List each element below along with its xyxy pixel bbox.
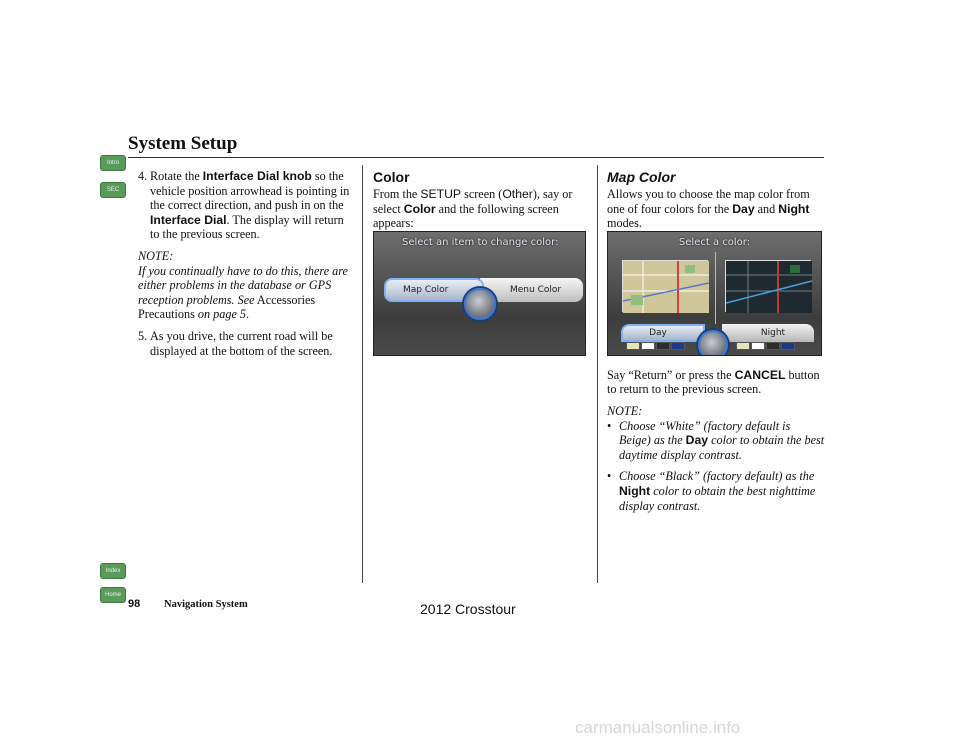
- map-color-intro: [607, 187, 825, 231]
- para-text: ), say or select: [373, 187, 573, 216]
- day-map-icon: [623, 261, 709, 313]
- color-intro: [373, 187, 587, 231]
- column-1: [138, 169, 356, 365]
- night-label: Night: [760, 328, 786, 338]
- tab-intro[interactable]: Intro: [100, 155, 126, 171]
- para-text: and: [754, 201, 779, 216]
- setup-term: SETUP: [420, 187, 462, 201]
- column-divider: [597, 165, 598, 583]
- note-link[interactable]: Accessories Precautions: [138, 292, 316, 322]
- step-text: As you drive, the current road will be displayed at the bottom of the screen.: [150, 328, 333, 358]
- tab-sec[interactable]: SEC: [100, 182, 126, 198]
- page-number: 98: [128, 598, 141, 610]
- interface-dial-knob-icon: [464, 288, 496, 320]
- para-text: Say “Return” or press the: [607, 367, 735, 382]
- menu-color-button[interactable]: [480, 278, 583, 302]
- note-text: If you continually have to do this, there are either problems in the database or GPS reception problems. See: [138, 263, 348, 307]
- note-bullet: [607, 419, 825, 463]
- note-label: NOTE:: [607, 403, 643, 418]
- column-divider: [362, 165, 363, 583]
- night-map-preview: [725, 260, 811, 312]
- screen-title: Select an item to change color:: [402, 237, 559, 248]
- header-rule: [128, 157, 824, 158]
- bullet-text: color to obtain the best nighttime display contrast.: [619, 483, 816, 513]
- night-button[interactable]: [722, 324, 814, 342]
- section-heading-color: Color: [373, 169, 410, 185]
- para-text: Allows you to choose the map color from one of four colors for the: [607, 187, 810, 216]
- watermark: carmanualsonline.info: [575, 718, 741, 737]
- map-color-screen-image: [607, 231, 822, 356]
- column-2: [373, 169, 587, 238]
- night-term: Night: [778, 201, 810, 216]
- step-text: so the vehicle position arrowhead is pointing in the correct direction, and push in on the: [150, 169, 350, 213]
- step-text: Rotate the: [150, 169, 203, 183]
- color-term: Color: [403, 201, 436, 216]
- section-heading-map-color: Map Color: [607, 169, 676, 185]
- note-end: .: [246, 307, 250, 322]
- menu-color-label: Menu Color: [510, 285, 562, 295]
- night-map-icon: [726, 261, 812, 313]
- day-term: Day: [732, 201, 755, 216]
- note-page[interactable]: on page 5: [194, 307, 246, 322]
- day-label: Day: [649, 328, 667, 338]
- para-text: and the following screen appears:: [373, 201, 559, 231]
- para-text: From the: [373, 187, 421, 201]
- model-label: 2012 Crosstour: [420, 601, 516, 617]
- bullet-dot-icon: •: [607, 418, 612, 433]
- para-text: button to return to the previous screen.: [607, 367, 820, 397]
- color-screen-image: [373, 231, 586, 356]
- para-text: modes.: [607, 216, 642, 231]
- step-number: 5.: [138, 328, 148, 343]
- step-5: [138, 329, 356, 358]
- step-text: . The display will return to the previous screen.: [150, 212, 344, 242]
- night-term: Night: [619, 483, 651, 498]
- night-swatches: [736, 342, 795, 350]
- step-number: 4.: [138, 169, 148, 183]
- footer-title: Navigation System: [164, 599, 248, 610]
- interface-dial-knob-term: Interface Dial knob: [202, 169, 312, 183]
- note-bullet: [607, 469, 825, 513]
- night-swatch-beige[interactable]: [736, 342, 750, 350]
- day-term: Day: [685, 433, 709, 448]
- day-swatches: [626, 342, 685, 350]
- cancel-term: CANCEL: [734, 367, 786, 382]
- interface-dial-knob-icon: [698, 330, 728, 356]
- bullet-text: Choose “Black” (factory default) as the: [619, 469, 815, 484]
- interface-dial-term: Interface Dial: [150, 212, 227, 227]
- night-swatch-white[interactable]: [751, 342, 765, 350]
- bullet-text: Choose “White” (factory default is Beige) as the: [619, 418, 791, 448]
- bullet-dot-icon: •: [607, 469, 612, 484]
- tab-index[interactable]: Index: [100, 563, 126, 579]
- return-instruction: [607, 368, 825, 397]
- screen-title: Select a color:: [678, 237, 751, 248]
- day-map-preview: [622, 260, 708, 312]
- night-swatch-blue[interactable]: [781, 342, 795, 350]
- page-title: System Setup: [128, 133, 238, 154]
- other-term: Other: [502, 187, 533, 201]
- map-color-label: Map Color: [403, 285, 449, 295]
- tab-home[interactable]: Home: [100, 587, 126, 603]
- para-text: screen (: [461, 187, 503, 201]
- note-label: NOTE:: [138, 248, 174, 263]
- bullet-text: color to obtain the best daytime display contrast.: [619, 433, 825, 462]
- divider-line: [715, 252, 716, 324]
- note-block: [138, 249, 356, 322]
- day-button[interactable]: [621, 324, 705, 342]
- step-4: [138, 169, 356, 242]
- day-swatch-beige[interactable]: [626, 342, 640, 350]
- night-swatch-black[interactable]: [766, 342, 780, 350]
- day-swatch-blue[interactable]: [671, 342, 685, 350]
- day-swatch-black[interactable]: [656, 342, 670, 350]
- day-swatch-white[interactable]: [641, 342, 655, 350]
